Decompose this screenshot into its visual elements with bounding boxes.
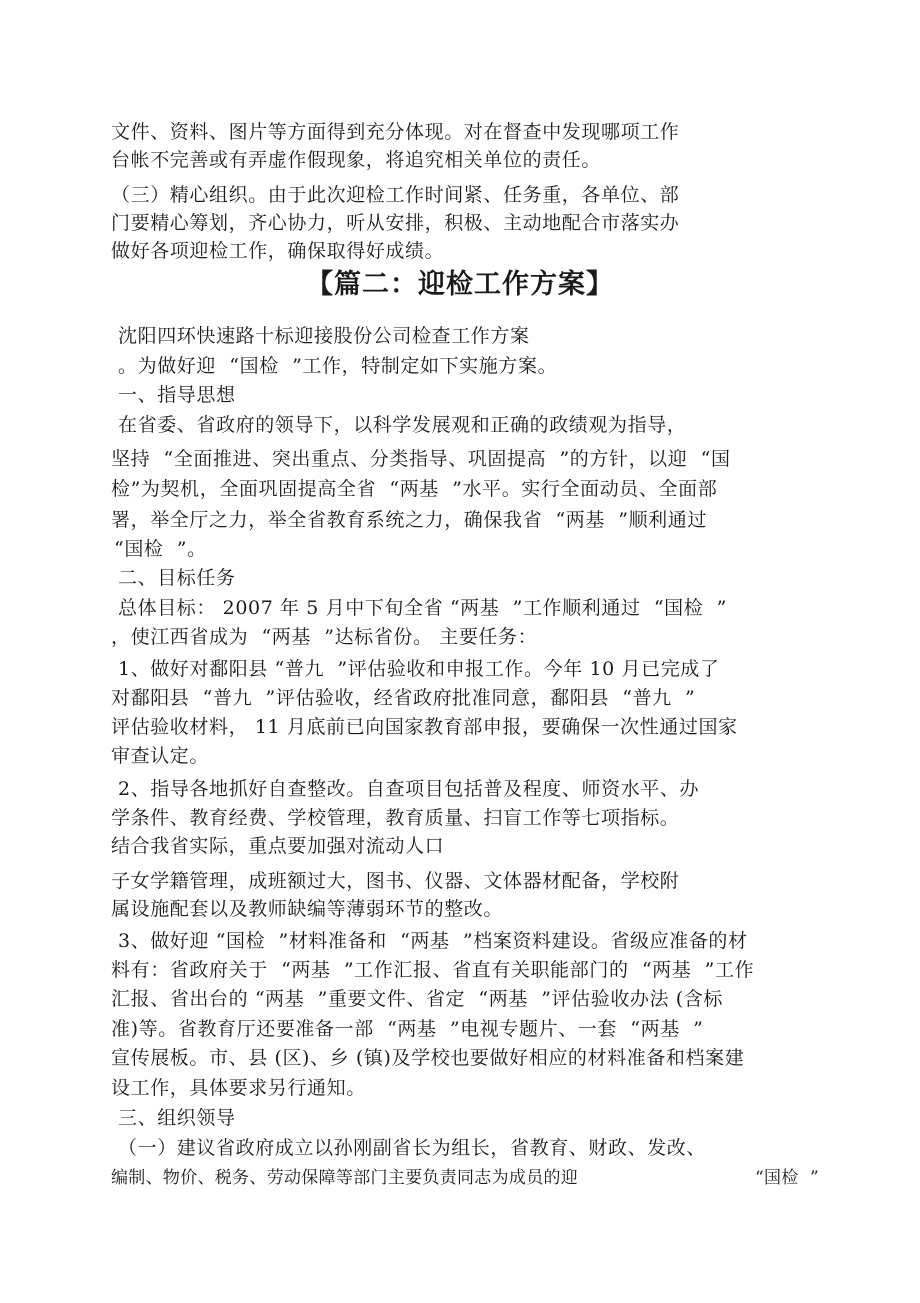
- text-line: 3、做好迎 “国检 ”材料准备和 “两基 ”档案资料建设。省级应准备的材: [118, 930, 748, 952]
- text-line: 总体目标： 2007 年 5 月中下旬全省 “两基 ”工作顺利通过 “国检 ”: [118, 597, 727, 619]
- text-line: 学条件、教育经费、学校管理，教育质量、扫盲工作等七项指标。: [111, 807, 680, 829]
- text-line: 一、指导思想: [118, 384, 236, 406]
- text-line: “国检 ”。: [114, 538, 207, 560]
- text-line: 审查认定。: [111, 745, 210, 767]
- text-line: 署，举全厅之力，举全省教育系统之力，确保我省 “两基 ”顺利通过: [111, 509, 707, 531]
- text-line: （一）建议省政府成立以孙刚副省长为组长，省教育、财政、发改、: [118, 1137, 707, 1159]
- text-line: 宣传展板。市、县 (区)、乡 (镇)及学校也要做好相应的材料准备和档案建: [111, 1047, 745, 1069]
- text-line: 二、目标任务: [118, 567, 236, 589]
- text-line: 料有：省政府关于 “两基 ”工作汇报、省直有关职能部门的 “两基 ”工作: [111, 959, 755, 981]
- text-line: 子女学籍管理，成班额过大，图书、仪器、文体器材配备，学校附: [111, 870, 680, 892]
- text-line: 三、组织领导: [118, 1107, 236, 1129]
- text-line: 属设施配套以及教师缺编等薄弱环节的整改。: [111, 898, 504, 920]
- text-line: 检”为契机，全面巩固提高全省 “两基 ”水平。实行全面动员、全面部: [111, 478, 718, 500]
- text-line: 编制、物价、税务、劳动保障等部门主要负责同志为成员的迎: [111, 1168, 579, 1188]
- text-line: ，使江西省成为 “两基 ”达标省份。 主要任务：: [111, 626, 538, 648]
- text-line: 2、指导各地抓好自查整改。自查项目包括普及程度、师资水平、办: [118, 778, 700, 800]
- text-line: 准)等。省教育厅还要准备一部 “两基 ”电视专题片、一套 “两基 ”: [111, 1018, 704, 1040]
- text-line: 设工作，具体要求另行通知。: [111, 1077, 366, 1099]
- text-line: 门要精心筹划，齐心协力，听从安排，积极、主动地配合市落实办: [111, 212, 680, 234]
- text-line: 1、做好对鄱阳县 “普九 ”评估验收和申报工作。今年 10 月已完成了: [118, 658, 720, 680]
- text-line: 做好各项迎检工作，确保取得好成绩。: [111, 240, 445, 262]
- text-line: （三）精心组织。由于此次迎检工作时间紧、任务重，各单位、部: [111, 184, 680, 206]
- text-line: 。为做好迎 “国检 ”工作，特制定如下实施方案。: [118, 355, 558, 377]
- text-line: 对鄱阳县 “普九 ”评估验收，经省政府批准同意，鄱阳县 “普九 ”: [111, 687, 696, 709]
- text-line: 结合我省实际，重点要加强对流动人口: [111, 835, 445, 857]
- text-line: 在省委、省政府的领导下，以科学发展观和正确的政绩观为指导，: [118, 414, 687, 436]
- text-line: 台帐不完善或有弄虚作假现象，将追究相关单位的责任。: [111, 149, 602, 171]
- section-heading: 【篇二：迎检工作方案】: [306, 269, 614, 300]
- text-line: 沈阳四环快速路十标迎接股份公司检查工作方案: [118, 325, 530, 347]
- text-line: 坚持 “全面推进、突出重点、分类指导、巩固提高 ”的方针，以迎 “国: [111, 448, 731, 470]
- text-line: “国检 ”: [755, 1168, 819, 1188]
- text-line: 汇报、省出台的 “两基 ”重要文件、省定 “两基 ”评估验收办法 (含标: [111, 988, 723, 1010]
- text-line: 评估验收材料， 11 月底前已向国家教育部申报，要确保一次性通过国家: [111, 716, 738, 738]
- text-line: 文件、资料、图片等方面得到充分体现。对在督查中发现哪项工作: [111, 121, 680, 143]
